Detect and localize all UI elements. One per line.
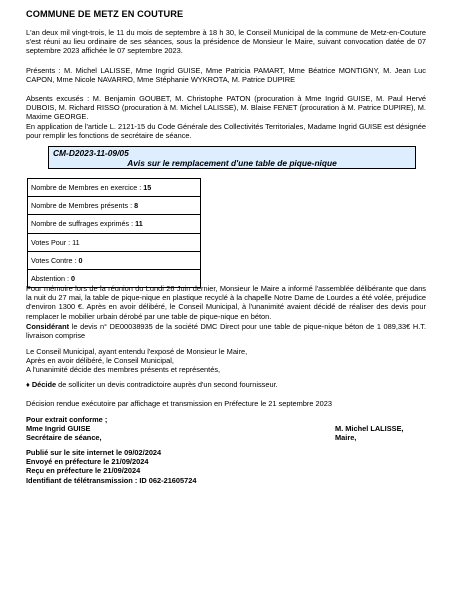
table-row — [28, 215, 201, 233]
vote-label: Abstention : — [31, 274, 69, 284]
mayor-name: M. Michel LALISSE, — [335, 424, 404, 433]
vote-cell — [28, 179, 201, 197]
presents-paragraph: Présents : M. Michel LALISSE, Mme Ingrid GUISE, Mme Patricia PAMART, Mme Béatrice MONTIGNY, M. Jean Luc CAPON, Mme Nicole NAVARRO, Mme Stéphanie WYKROTA, M. Patrice DUPIRE — [26, 66, 426, 85]
considerant-lead: Considérant — [26, 322, 70, 331]
deliberation-title: Avis sur le remplacement d'une table de pique-nique — [127, 158, 337, 168]
decision-lead: Décide — [31, 380, 57, 389]
vote-cell — [28, 233, 201, 251]
footer-line: Envoyé en préfecture le 21/09/2024 — [26, 457, 149, 467]
council-block — [26, 347, 426, 375]
transmission-footer — [26, 448, 196, 485]
intro-paragraph: L'an deux mil vingt-trois, le 11 du mois de septembre à 18 h 30, le Conseil Municipal de la commune de Metz-en-Couture s'est réuni au lieu ordinaire de ses séances, sous la présidence de Monsieur le Maire, suivant convocation datée de 07 septembre 2023 affichée le 07 septembre 2023. — [26, 28, 426, 56]
table-row — [28, 251, 201, 269]
vote-label: Nombre de Membres en exercice : — [31, 183, 142, 193]
secretary-role: Secrétaire de séance, — [26, 433, 102, 442]
vote-cell — [28, 197, 201, 215]
vote-label: Votes Contre : — [31, 255, 77, 265]
vote-cell — [28, 215, 201, 233]
considerant-text: le devis n° DE00038935 de la société DMC Direct pour une table de pique-nique béton de 1 089,33€ H.T. livraison comprise — [26, 322, 426, 341]
secretary-name: Mme Ingrid GUISE — [26, 424, 91, 433]
vote-value: 0 — [78, 255, 83, 265]
deliberation-header-box — [48, 146, 416, 169]
vote-value: 0 — [70, 274, 75, 284]
vote-value: 8 — [134, 201, 139, 211]
table-row — [28, 197, 201, 215]
diamond-bullet-icon: ♦ — [26, 380, 30, 389]
deliberation-code: CM-D2023-11-09/05 — [53, 148, 129, 158]
footer-line: Reçu en préfecture le 21/09/2024 — [26, 466, 141, 476]
executoire-paragraph: Décision rendue exécutoire par affichage et transmission en Préfecture le 21 septembre 2023 — [26, 399, 332, 408]
council-line: Après en avoir délibéré, le Conseil Municipal, — [26, 356, 174, 366]
decision-text: de solliciter un devis contradictoire auprès d'un second fournisseur. — [56, 380, 278, 389]
vote-label: Nombre de Membres présents : — [31, 201, 133, 211]
secretary-paragraph: En application de l'article L. 2121-15 du Code Générale des Collectivités Territoriales, Madame Ingrid GUISE est désignée pour remplir les fonctions de secrétaire de séance. — [26, 122, 426, 141]
vote-value: 11 — [72, 237, 80, 247]
council-line: A l'unanimité décide des membres présents et représentés, — [26, 365, 221, 375]
considerant-paragraph — [26, 322, 426, 340]
vote-cell — [28, 251, 201, 269]
absents-paragraph: Absents excusés : M. Benjamin GOUBET, M. Christophe PATON (procuration à Mme Ingrid GUISE, M. Paul Hervé DUBOIS, M. Richard RISSO (procuration à M. Michel LALISSE), M. Blaise FENET (procuration à M. Patrice DUPIRE), M. Maxime GEORGE. — [26, 94, 426, 122]
vote-label: Nombre de suffrages exprimés : — [31, 219, 134, 229]
footer-line: Publié sur le site internet le 09/02/2024 — [26, 448, 162, 457]
vote-value: 15 — [143, 183, 152, 193]
decision-paragraph — [26, 380, 426, 389]
votes-table — [27, 178, 201, 288]
memo-paragraph: Pour mémoire lors de la réunion du Lundi 26 Juin dernier, Monsieur le Maire a informé l'assemblée délibérante que dans la nuit du 27 mai, la table de pique-nique en plastique recyclé à la chapelle Notre Dame de Lourdes a été volée, préjudice d'environ 1300 €. Après en avoir délibéré, le Conseil Municipal, à l'unanimité avaient décidé de réaliser des devis pour remplacer le mobilier urbain dérobé par une table de pique-nique en béton. — [26, 284, 426, 321]
council-line: Le Conseil Municipal, ayant entendu l'exposé de Monsieur le Maire, — [26, 347, 248, 356]
table-row — [28, 233, 201, 251]
vote-label: Votes Pour : — [31, 237, 71, 247]
vote-value: 11 — [135, 219, 143, 229]
mayor-role: Maire, — [335, 433, 357, 442]
commune-title: COMMUNE DE METZ EN COUTURE — [26, 9, 184, 19]
footer-line: Identifiant de télétransmission : ID 062-21605724 — [26, 475, 197, 485]
table-row — [28, 179, 201, 197]
extract-label: Pour extrait conforme ; — [26, 415, 108, 424]
